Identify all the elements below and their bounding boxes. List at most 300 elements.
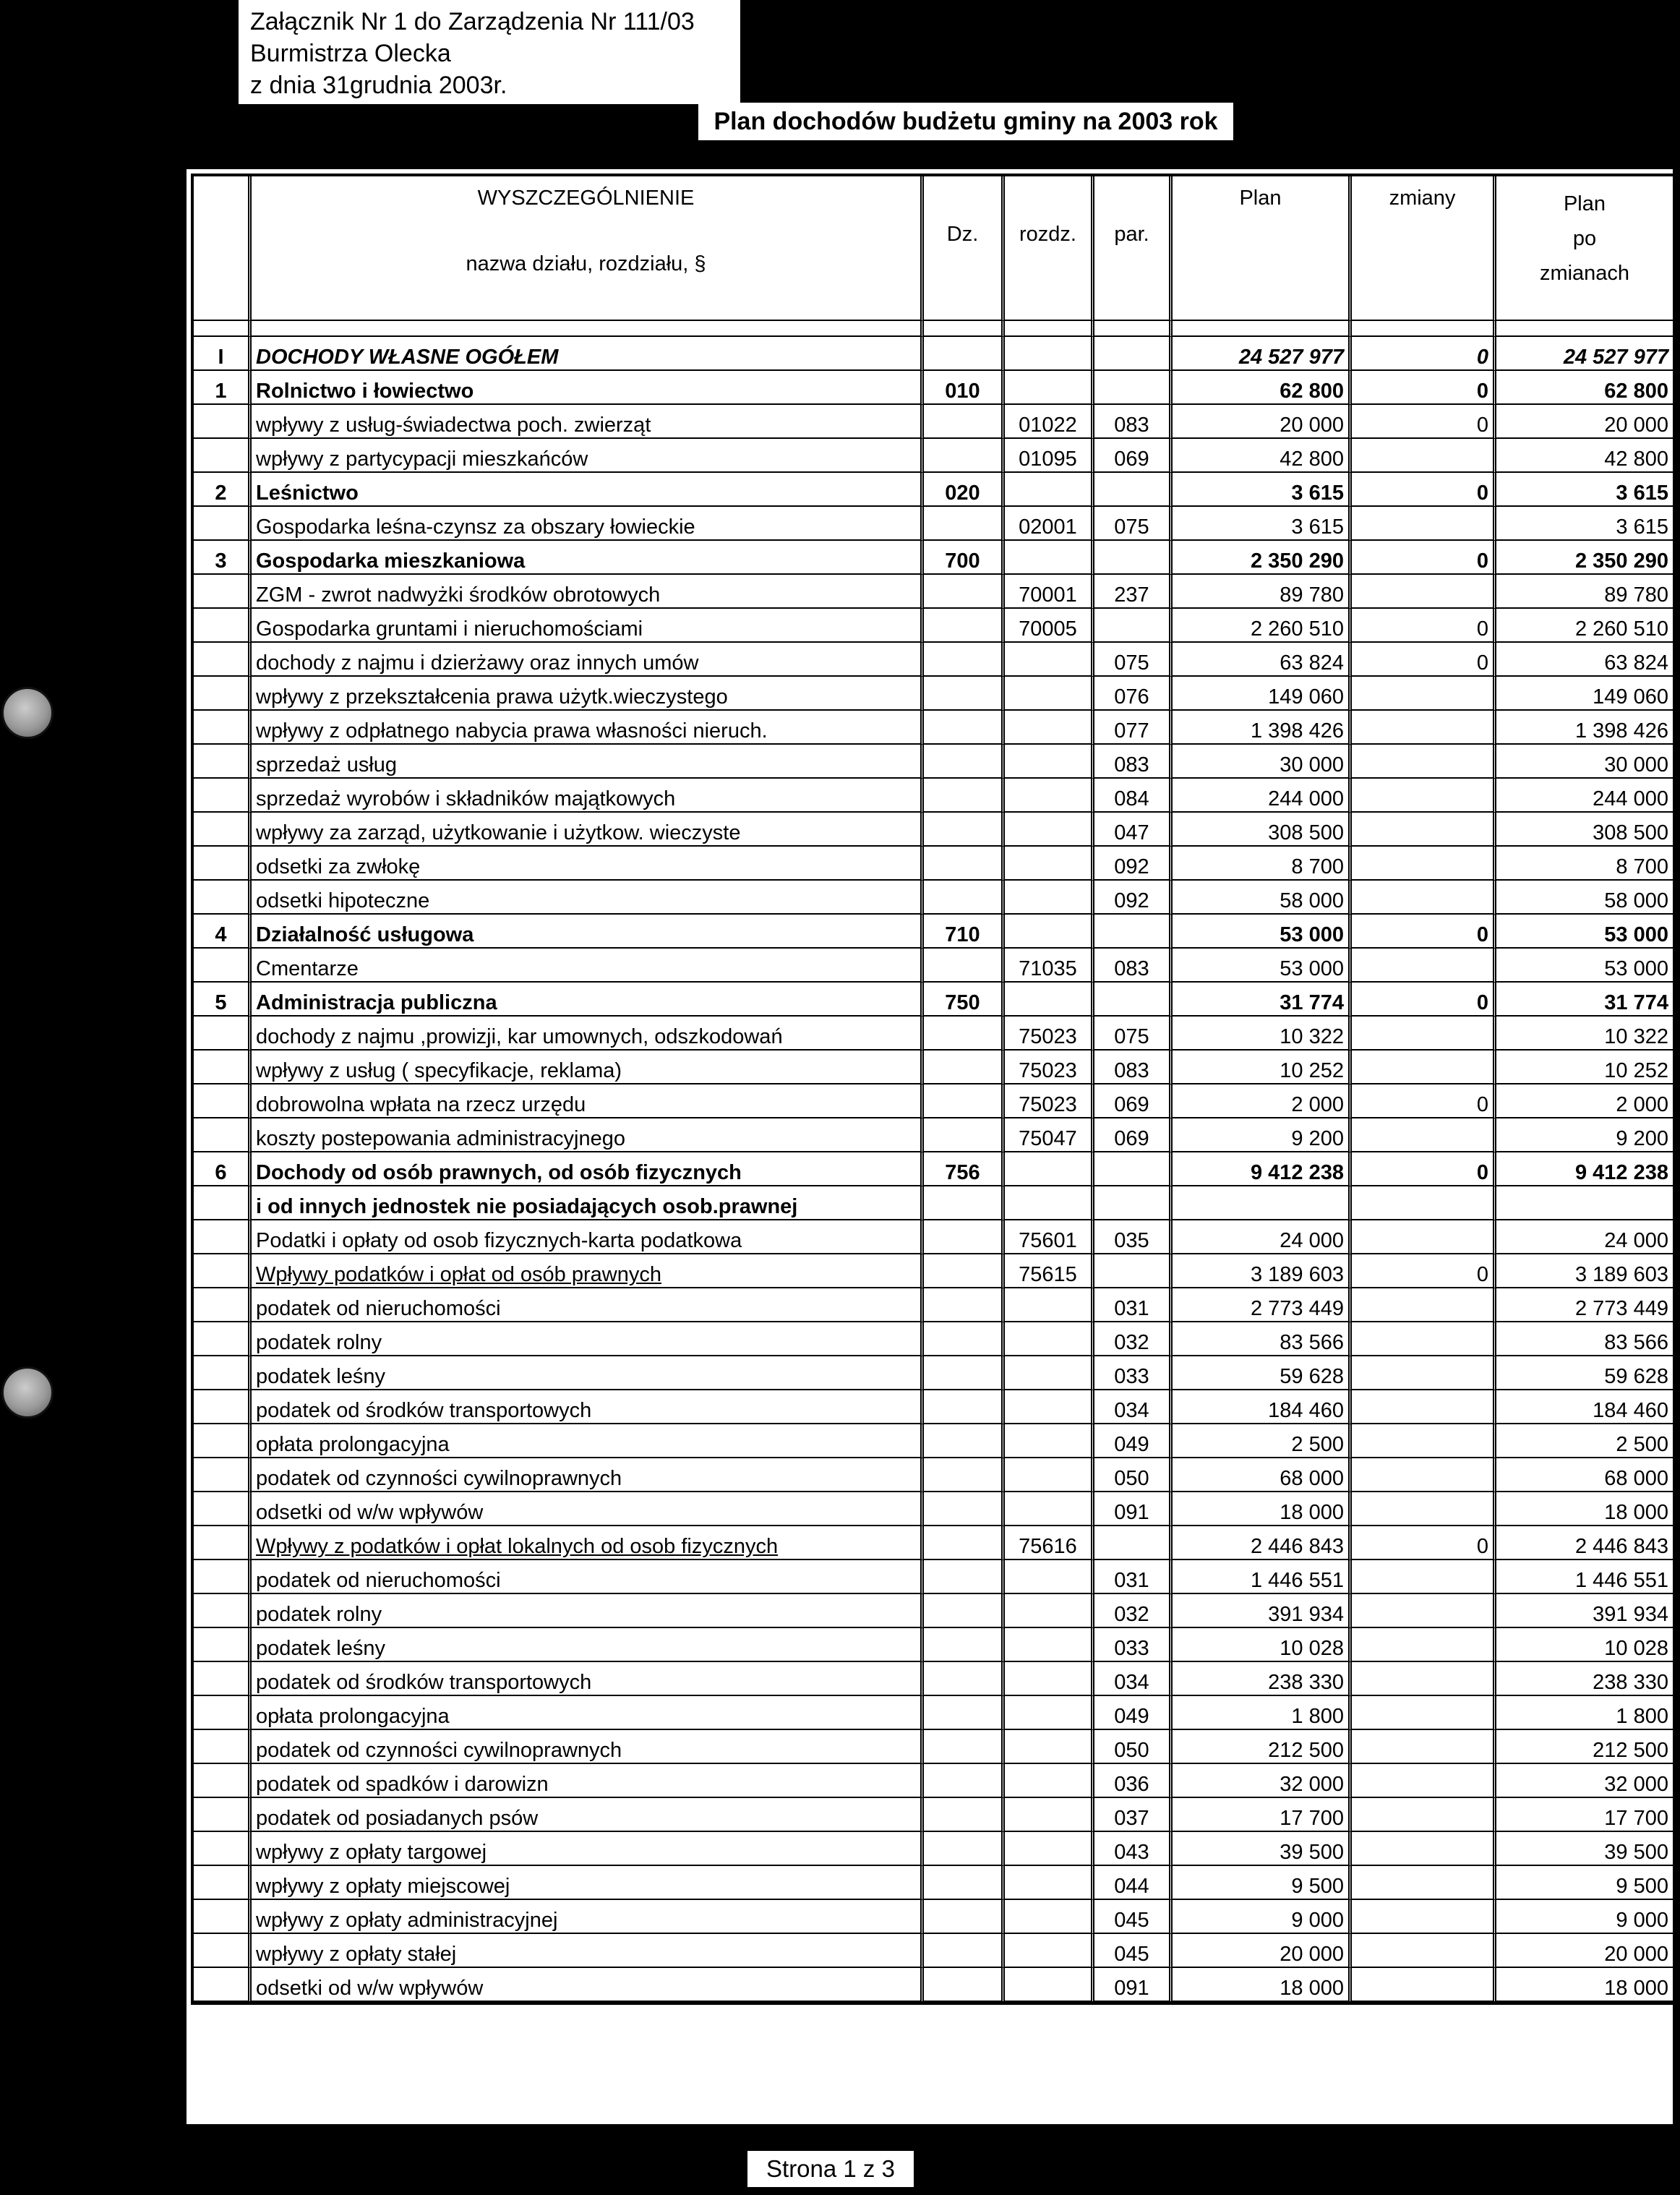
table-row	[194, 1322, 1673, 1356]
row-plan: 391 934	[1173, 1594, 1352, 1628]
row-rozdz	[1005, 337, 1094, 371]
row-plan: 9 412 238	[1173, 1152, 1352, 1186]
row-plan-po-zmianach: 9 000	[1496, 1900, 1673, 1934]
row-plan: 62 800	[1173, 371, 1352, 405]
row-lp	[194, 1628, 252, 1662]
row-zmiany	[1352, 1186, 1496, 1220]
row-lp	[194, 1017, 252, 1051]
row-dz	[924, 1118, 1005, 1152]
row-lp: 2	[194, 473, 252, 507]
row-plan: 3 189 603	[1173, 1254, 1352, 1288]
row-lp: 6	[194, 1152, 252, 1186]
row-lp: 5	[194, 983, 252, 1017]
header-line-1: Załącznik Nr 1 do Zarządzenia Nr 111/03	[250, 8, 695, 35]
row-rozdz	[1005, 915, 1094, 949]
row-plan: 149 060	[1173, 677, 1352, 711]
table-row	[194, 847, 1673, 881]
row-dz	[924, 1458, 1005, 1492]
row-par	[1094, 915, 1173, 949]
row-rozdz	[1005, 1662, 1094, 1696]
table-row	[194, 337, 1673, 371]
row-dz	[924, 1220, 1005, 1254]
row-plan-po-zmianach: 24 000	[1496, 1220, 1673, 1254]
row-par: 047	[1094, 813, 1173, 847]
row-par: 036	[1094, 1764, 1173, 1798]
row-plan-po-zmianach: 18 000	[1496, 1492, 1673, 1526]
row-rozdz	[1005, 1764, 1094, 1798]
row-zmiany	[1352, 1118, 1496, 1152]
plan-po-header-line2: po	[1572, 227, 1597, 250]
table-row	[194, 1220, 1673, 1254]
row-rozdz: 75023	[1005, 1017, 1094, 1051]
plan-po-header-line1: Plan	[1563, 192, 1606, 215]
row-lp	[194, 1662, 252, 1696]
row-rozdz	[1005, 677, 1094, 711]
row-lp	[194, 677, 252, 711]
row-plan-po-zmianach: 89 780	[1496, 575, 1673, 609]
row-plan: 2 446 843	[1173, 1526, 1352, 1560]
row-zmiany: 0	[1352, 983, 1496, 1017]
row-dz	[924, 1017, 1005, 1051]
row-rozdz	[1005, 779, 1094, 813]
row-par: 083	[1094, 1051, 1173, 1084]
row-plan-po-zmianach: 8 700	[1496, 847, 1673, 881]
row-plan: 17 700	[1173, 1798, 1352, 1832]
row-lp	[194, 1051, 252, 1084]
row-lp	[194, 405, 252, 439]
row-par: 069	[1094, 439, 1173, 473]
table-row	[194, 881, 1673, 915]
row-lp	[194, 881, 252, 915]
row-plan: 2 773 449	[1173, 1288, 1352, 1322]
row-zmiany	[1352, 1730, 1496, 1764]
row-rozdz	[1005, 1798, 1094, 1832]
row-rozdz: 75023	[1005, 1084, 1094, 1118]
row-lp	[194, 1322, 252, 1356]
table-row	[194, 1288, 1673, 1322]
table-row	[194, 643, 1673, 677]
row-plan: 20 000	[1173, 1934, 1352, 1968]
row-dz	[924, 405, 1005, 439]
row-lp: I	[194, 337, 252, 371]
row-plan: 32 000	[1173, 1764, 1352, 1798]
dz-header: Dz.	[924, 176, 1005, 321]
row-par: 069	[1094, 1118, 1173, 1152]
row-rozdz: 70005	[1005, 609, 1094, 643]
table-row	[194, 1254, 1673, 1288]
table-row	[194, 779, 1673, 813]
description-header-top: WYSZCZEGÓLNIENIE	[477, 187, 695, 210]
row-rozdz	[1005, 1186, 1094, 1220]
row-dz	[924, 1424, 1005, 1458]
punch-hole-icon	[1, 687, 53, 739]
row-dz	[924, 507, 1005, 541]
table-row	[194, 1866, 1673, 1900]
row-plan: 68 000	[1173, 1458, 1352, 1492]
row-par: 031	[1094, 1288, 1173, 1322]
row-dz: 710	[924, 915, 1005, 949]
row-plan: 89 780	[1173, 575, 1352, 609]
row-zmiany	[1352, 1424, 1496, 1458]
row-description: i od innych jednostek nie posiadających osob.prawnej	[252, 1186, 924, 1220]
row-dz	[924, 949, 1005, 983]
row-lp	[194, 1254, 252, 1288]
punch-hole-icon	[1, 1366, 53, 1419]
table-row	[194, 1458, 1673, 1492]
row-zmiany: 0	[1352, 371, 1496, 405]
row-plan-po-zmianach: 10 252	[1496, 1051, 1673, 1084]
row-plan: 2 500	[1173, 1424, 1352, 1458]
row-description: Gospodarka leśna-czynsz za obszary łowieckie	[252, 507, 924, 541]
row-rozdz: 70001	[1005, 575, 1094, 609]
table-row	[194, 1968, 1673, 2002]
row-description: podatek od czynności cywilnoprawnych	[252, 1458, 924, 1492]
row-plan-po-zmianach: 20 000	[1496, 1934, 1673, 1968]
row-plan-po-zmianach: 62 800	[1496, 371, 1673, 405]
row-description: sprzedaż wyrobów i składników majątkowych	[252, 779, 924, 813]
row-description: podatek od nieruchomości	[252, 1288, 924, 1322]
row-zmiany	[1352, 1594, 1496, 1628]
row-description: Gospodarka gruntami i nieruchomościami	[252, 609, 924, 643]
row-rozdz	[1005, 1390, 1094, 1424]
row-plan: 24 527 977	[1173, 337, 1352, 371]
lp-header	[194, 176, 252, 321]
row-plan: 1 398 426	[1173, 711, 1352, 745]
row-par: 237	[1094, 575, 1173, 609]
row-zmiany: 0	[1352, 405, 1496, 439]
row-plan: 53 000	[1173, 949, 1352, 983]
row-zmiany	[1352, 779, 1496, 813]
row-lp	[194, 643, 252, 677]
row-description: dobrowolna wpłata na rzecz urzędu	[252, 1084, 924, 1118]
row-plan: 244 000	[1173, 779, 1352, 813]
row-lp	[194, 949, 252, 983]
row-zmiany	[1352, 1900, 1496, 1934]
row-zmiany	[1352, 1492, 1496, 1526]
row-rozdz	[1005, 1900, 1094, 1934]
row-rozdz	[1005, 1356, 1094, 1390]
row-rozdz	[1005, 847, 1094, 881]
header-line-3: z dnia 31grudnia 2003r.	[250, 72, 507, 99]
row-zmiany	[1352, 1798, 1496, 1832]
row-description: sprzedaż usług	[252, 745, 924, 779]
row-dz: 750	[924, 983, 1005, 1017]
row-plan-po-zmianach: 244 000	[1496, 779, 1673, 813]
row-description: koszty postepowania administracyjnego	[252, 1118, 924, 1152]
row-dz	[924, 1492, 1005, 1526]
row-dz	[924, 813, 1005, 847]
row-rozdz	[1005, 643, 1094, 677]
row-rozdz	[1005, 983, 1094, 1017]
row-lp	[194, 1798, 252, 1832]
row-description: ZGM - zwrot nadwyżki środków obrotowych	[252, 575, 924, 609]
row-lp: 3	[194, 541, 252, 575]
row-plan-po-zmianach	[1496, 1186, 1673, 1220]
row-par	[1094, 337, 1173, 371]
row-zmiany	[1352, 711, 1496, 745]
table-row	[194, 1390, 1673, 1424]
row-plan-po-zmianach: 1 800	[1496, 1696, 1673, 1730]
row-lp	[194, 1084, 252, 1118]
row-rozdz	[1005, 1968, 1094, 2002]
row-plan: 1 800	[1173, 1696, 1352, 1730]
table-row	[194, 1628, 1673, 1662]
row-zmiany	[1352, 1764, 1496, 1798]
row-zmiany: 0	[1352, 1526, 1496, 1560]
row-par	[1094, 473, 1173, 507]
row-plan: 20 000	[1173, 405, 1352, 439]
table-row	[194, 983, 1673, 1017]
row-plan: 184 460	[1173, 1390, 1352, 1424]
row-zmiany	[1352, 1832, 1496, 1866]
row-plan-po-zmianach: 212 500	[1496, 1730, 1673, 1764]
page-number: Strona 1 z 3	[747, 2151, 914, 2187]
row-dz	[924, 711, 1005, 745]
table-row	[194, 677, 1673, 711]
row-dz	[924, 1798, 1005, 1832]
row-par: 076	[1094, 677, 1173, 711]
row-description: podatek od nieruchomości	[252, 1560, 924, 1594]
row-lp: 4	[194, 915, 252, 949]
row-dz	[924, 643, 1005, 677]
table-row	[194, 1900, 1673, 1934]
row-lp	[194, 1764, 252, 1798]
row-plan	[1173, 1186, 1352, 1220]
table-row	[194, 1594, 1673, 1628]
row-lp	[194, 1288, 252, 1322]
row-plan-po-zmianach: 24 527 977	[1496, 337, 1673, 371]
row-rozdz	[1005, 1322, 1094, 1356]
row-par: 075	[1094, 1017, 1173, 1051]
header-spacer-row	[194, 321, 1673, 337]
document-title: Plan dochodów budżetu gminy na 2003 rok	[698, 103, 1233, 140]
plan-po-zmianach-header	[1496, 176, 1673, 321]
row-dz	[924, 609, 1005, 643]
row-dz: 020	[924, 473, 1005, 507]
row-plan: 3 615	[1173, 507, 1352, 541]
row-plan-po-zmianach: 149 060	[1496, 677, 1673, 711]
table-row	[194, 1696, 1673, 1730]
row-par: 092	[1094, 881, 1173, 915]
row-dz: 700	[924, 541, 1005, 575]
row-par: 092	[1094, 847, 1173, 881]
zmiany-header: zmiany	[1352, 176, 1496, 321]
row-zmiany	[1352, 1288, 1496, 1322]
row-rozdz	[1005, 1628, 1094, 1662]
row-par	[1094, 1152, 1173, 1186]
row-plan-po-zmianach: 9 500	[1496, 1866, 1673, 1900]
row-zmiany	[1352, 1458, 1496, 1492]
row-description: Cmentarze	[252, 949, 924, 983]
row-par: 091	[1094, 1968, 1173, 2002]
row-description: wpływy z opłaty administracyjnej	[252, 1900, 924, 1934]
row-dz	[924, 881, 1005, 915]
row-plan-po-zmianach: 308 500	[1496, 813, 1673, 847]
row-dz	[924, 1051, 1005, 1084]
row-par: 091	[1094, 1492, 1173, 1526]
table-row	[194, 1118, 1673, 1152]
row-lp	[194, 1356, 252, 1390]
table-row	[194, 1051, 1673, 1084]
row-par	[1094, 609, 1173, 643]
table-row	[194, 1798, 1673, 1832]
row-rozdz	[1005, 1492, 1094, 1526]
row-lp	[194, 1696, 252, 1730]
row-rozdz	[1005, 1424, 1094, 1458]
row-par: 033	[1094, 1356, 1173, 1390]
row-plan-po-zmianach: 9 412 238	[1496, 1152, 1673, 1186]
row-plan-po-zmianach: 59 628	[1496, 1356, 1673, 1390]
par-header: par.	[1094, 176, 1173, 321]
row-description: Leśnictwo	[252, 473, 924, 507]
row-zmiany: 0	[1352, 609, 1496, 643]
table-row	[194, 507, 1673, 541]
row-rozdz: 75023	[1005, 1051, 1094, 1084]
row-par	[1094, 371, 1173, 405]
row-par	[1094, 1526, 1173, 1560]
row-description: wpływy z opłaty stałej	[252, 1934, 924, 1968]
row-rozdz: 01022	[1005, 405, 1094, 439]
row-zmiany	[1352, 1356, 1496, 1390]
row-par: 083	[1094, 949, 1173, 983]
row-plan-po-zmianach: 2 000	[1496, 1084, 1673, 1118]
row-plan: 9 200	[1173, 1118, 1352, 1152]
row-description: podatek leśny	[252, 1356, 924, 1390]
table-row	[194, 711, 1673, 745]
row-rozdz: 01095	[1005, 439, 1094, 473]
row-plan-po-zmianach: 1 446 551	[1496, 1560, 1673, 1594]
row-zmiany	[1352, 847, 1496, 881]
row-zmiany	[1352, 1390, 1496, 1424]
row-par: 033	[1094, 1628, 1173, 1662]
row-plan: 1 446 551	[1173, 1560, 1352, 1594]
row-description: podatek rolny	[252, 1322, 924, 1356]
row-plan-po-zmianach: 32 000	[1496, 1764, 1673, 1798]
row-description: odsetki od w/w wpływów	[252, 1492, 924, 1526]
row-zmiany	[1352, 1628, 1496, 1662]
row-plan-po-zmianach: 39 500	[1496, 1832, 1673, 1866]
row-dz	[924, 779, 1005, 813]
row-dz: 010	[924, 371, 1005, 405]
row-plan-po-zmianach: 3 615	[1496, 507, 1673, 541]
row-lp	[194, 745, 252, 779]
row-dz	[924, 1322, 1005, 1356]
row-plan: 18 000	[1173, 1968, 1352, 2002]
row-rozdz	[1005, 745, 1094, 779]
row-par: 037	[1094, 1798, 1173, 1832]
row-zmiany	[1352, 575, 1496, 609]
row-plan: 83 566	[1173, 1322, 1352, 1356]
row-dz	[924, 847, 1005, 881]
row-plan-po-zmianach: 2 260 510	[1496, 609, 1673, 643]
table-row	[194, 1662, 1673, 1696]
row-description: DOCHODY WŁASNE OGÓŁEM	[252, 337, 924, 371]
row-plan-po-zmianach: 2 773 449	[1496, 1288, 1673, 1322]
row-description: wpływy z usług-świadectwa poch. zwierząt	[252, 405, 924, 439]
row-zmiany: 0	[1352, 1084, 1496, 1118]
row-zmiany	[1352, 1662, 1496, 1696]
row-plan: 10 252	[1173, 1051, 1352, 1084]
row-zmiany	[1352, 677, 1496, 711]
row-par: 049	[1094, 1424, 1173, 1458]
row-plan: 2 000	[1173, 1084, 1352, 1118]
row-plan-po-zmianach: 53 000	[1496, 949, 1673, 983]
row-dz	[924, 1934, 1005, 1968]
row-description: dochody z najmu i dzierżawy oraz innych umów	[252, 643, 924, 677]
row-plan: 238 330	[1173, 1662, 1352, 1696]
description-header	[252, 176, 924, 321]
row-lp	[194, 813, 252, 847]
row-lp	[194, 1390, 252, 1424]
row-dz	[924, 1594, 1005, 1628]
row-par	[1094, 1254, 1173, 1288]
row-rozdz	[1005, 1288, 1094, 1322]
row-par: 045	[1094, 1934, 1173, 1968]
row-par: 069	[1094, 1084, 1173, 1118]
row-plan: 10 028	[1173, 1628, 1352, 1662]
row-zmiany	[1352, 1051, 1496, 1084]
table-row	[194, 405, 1673, 439]
row-plan-po-zmianach: 83 566	[1496, 1322, 1673, 1356]
row-plan: 8 700	[1173, 847, 1352, 881]
row-description: opłata prolongacyjna	[252, 1424, 924, 1458]
row-plan-po-zmianach: 42 800	[1496, 439, 1673, 473]
row-dz	[924, 1900, 1005, 1934]
row-dz	[924, 1662, 1005, 1696]
row-zmiany	[1352, 507, 1496, 541]
row-zmiany	[1352, 1934, 1496, 1968]
row-dz	[924, 1968, 1005, 2002]
row-plan-po-zmianach: 63 824	[1496, 643, 1673, 677]
row-rozdz: 75615	[1005, 1254, 1094, 1288]
row-plan: 63 824	[1173, 643, 1352, 677]
row-lp	[194, 711, 252, 745]
row-description: Podatki i opłaty od osob fizycznych-karta podatkowa	[252, 1220, 924, 1254]
row-plan-po-zmianach: 391 934	[1496, 1594, 1673, 1628]
row-zmiany	[1352, 1322, 1496, 1356]
row-description: wpływy z opłaty targowej	[252, 1832, 924, 1866]
row-plan-po-zmianach: 2 350 290	[1496, 541, 1673, 575]
row-par: 034	[1094, 1390, 1173, 1424]
row-zmiany	[1352, 1560, 1496, 1594]
row-description: Gospodarka mieszkaniowa	[252, 541, 924, 575]
row-lp	[194, 1560, 252, 1594]
row-dz	[924, 1390, 1005, 1424]
row-description: podatek od posiadanych psów	[252, 1798, 924, 1832]
row-rozdz: 75047	[1005, 1118, 1094, 1152]
table-row	[194, 1764, 1673, 1798]
row-dz	[924, 1832, 1005, 1866]
row-description: wpływy za zarząd, użytkowanie i użytkow. wieczyste	[252, 813, 924, 847]
row-rozdz	[1005, 1560, 1094, 1594]
row-par	[1094, 1186, 1173, 1220]
row-description: wpływy z partycypacji mieszkańców	[252, 439, 924, 473]
row-plan: 30 000	[1173, 745, 1352, 779]
row-dz	[924, 1628, 1005, 1662]
row-lp	[194, 847, 252, 881]
row-dz	[924, 1866, 1005, 1900]
row-description: wpływy z usług ( specyfikacje, reklama)	[252, 1051, 924, 1084]
row-plan-po-zmianach: 20 000	[1496, 405, 1673, 439]
row-plan: 9 000	[1173, 1900, 1352, 1934]
row-lp	[194, 1118, 252, 1152]
row-par: 032	[1094, 1594, 1173, 1628]
row-plan: 58 000	[1173, 881, 1352, 915]
row-lp	[194, 507, 252, 541]
table-row	[194, 745, 1673, 779]
row-par: 035	[1094, 1220, 1173, 1254]
row-par: 083	[1094, 745, 1173, 779]
